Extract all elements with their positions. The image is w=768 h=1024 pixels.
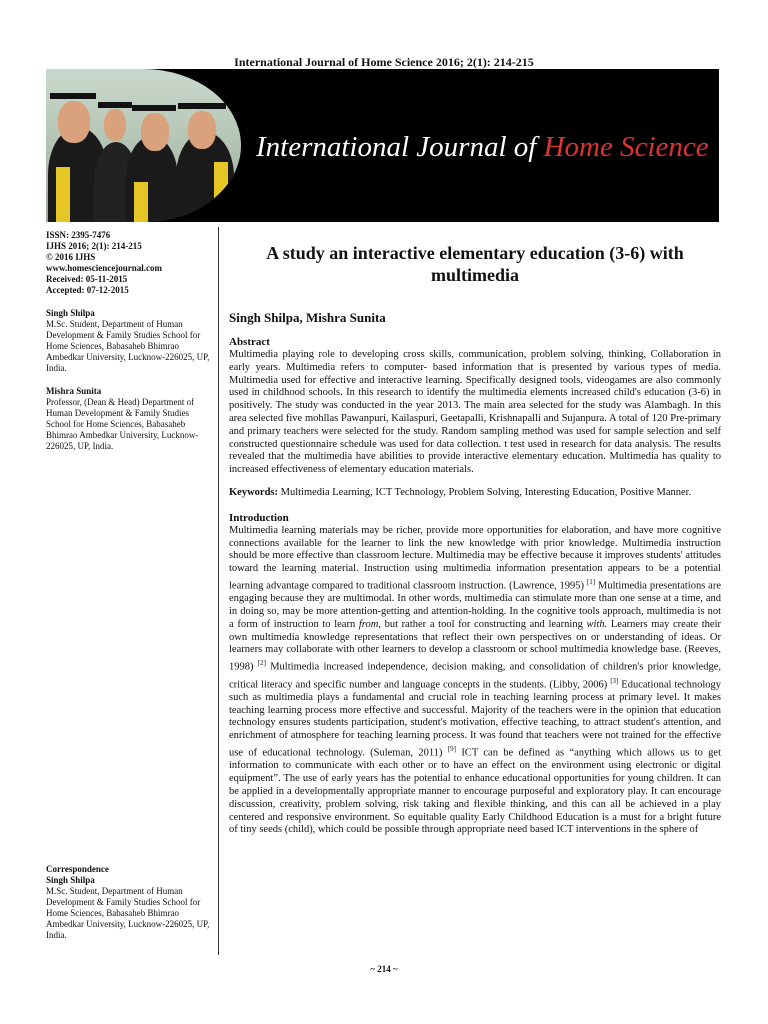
intro-emphasis: from, — [358, 618, 381, 630]
abstract-text: Multimedia playing role to developing cross skills, communication, problem solving, thinking, Collaboration in early years. Multimedia refers to computer- based information that is presented by various types of media. Multimedia used for effective and interactive learning. Specifically designed tools, videogames are also commonly used in childhood schools. In this research to identify the multimedia elements increased child's education (3-6) in positively. The study was conducted in the year 2013. The main area selected for the study was Alambagh. In this area selected five mohllas Pawanpuri, Kailaspuri, Geetapalli, Krishnapalli and Sujanpura. A total of 120 Pre-primary and primary teachers were selected for the study. Random sampling method was used for sample selection and self constructed questionnaire schedule was used for data collection. t test used in research for data analysis. The results revealed that the multimedia have abilities to provide interactive elementary education. Multimedia has quality to increased effectiveness of elementary education materials. — [229, 349, 721, 476]
graduates-photo — [46, 69, 241, 222]
banner-title — [256, 131, 709, 164]
banner-title-main: International Journal of — [256, 131, 544, 163]
main-content — [229, 242, 721, 837]
website-link[interactable]: www.homesciencejournal.com — [46, 263, 162, 273]
author-info — [46, 386, 214, 452]
citation-ref[interactable]: [3] — [610, 676, 619, 685]
ijhs-citation: IJHS 2016; 2(1): 214-215 — [46, 241, 142, 251]
intro-emphasis: with. — [586, 618, 608, 630]
correspondence-name: Singh Shilpa — [46, 875, 95, 885]
introduction-text — [229, 525, 721, 837]
paper-title: A study an interactive elementary education (3-6) with multimedia — [266, 243, 684, 285]
citation-ref[interactable]: [1] — [586, 577, 596, 586]
author-info — [46, 308, 214, 374]
correspondence-affiliation: M.Sc. Student, Department of Human Development & Family Studies School for Home Sciences, Babasaheb Bhimrao Ambedkar University, Lucknow-226025, UP, India. — [46, 886, 210, 940]
accepted-date: Accepted: 07-12-2015 — [46, 285, 129, 295]
page-number: ~ 214 ~ — [370, 964, 398, 974]
author-name: Mishra Sunita — [46, 386, 102, 396]
correspondence-block — [46, 864, 214, 941]
keywords — [229, 487, 721, 500]
introduction-heading: Introduction — [229, 511, 289, 524]
left-sidebar — [46, 230, 214, 452]
paper-authors: Singh Shilpa, Mishra Sunita — [229, 310, 386, 325]
received-date: Received: 05-11-2015 — [46, 274, 128, 284]
keywords-label: Keywords: — [229, 486, 278, 498]
keywords-text: Multimedia Learning, ICT Technology, Problem Solving, Interesting Education, Positive Manner. — [280, 486, 692, 498]
citation-ref[interactable]: [9] — [447, 745, 456, 754]
citation-ref[interactable]: [2] — [257, 659, 266, 668]
author-name: Singh Shilpa — [46, 308, 95, 318]
column-divider — [218, 227, 219, 955]
author-affiliation: M.Sc. Student, Department of Human Development & Family Studies School for Home Sciences, Babasaheb Bhimrao Ambedkar University, Lucknow-226025, UP, India. — [46, 319, 210, 373]
issn: ISSN: 2395-7476 — [46, 230, 111, 240]
intro-segment: but rather a tool for constructing and learning — [380, 618, 587, 630]
abstract-heading: Abstract — [229, 336, 270, 348]
journal-banner — [46, 69, 719, 222]
intro-segment: Educational technology such as multimedia plays a fundamental and crucial role in teaching learning process at primary level. It makes teaching learning process more effective and successful. Majority of the teachers were in the opinion that education technology ensures students participation, student's motivation, effective teaching, to attract student's attention, and enrichment of atmosphere for teaching learning process. It was found that teachers were not trained for the effective use of educational technology. (Suleman, 2011) — [229, 679, 722, 759]
banner-title-accent: Home Science — [543, 131, 709, 163]
author-affiliation: Professor, (Dean & Head) Department of Human Development & Family Studies School for Home Sciences, Babasaheb Bhimrao Ambedkar University, Lucknow-226025, UP, India. — [46, 397, 199, 451]
intro-segment: Learners may create their own multimedia knowledge representations that reflect their own perspectives on or understanding of ideas. Or learners may collaborate with other learners to develop a classroom or school multimedia knowledge base. (Reeves, 1998) — [229, 618, 721, 673]
article-meta — [46, 230, 214, 296]
correspondence-label: Correspondence — [46, 864, 109, 874]
intro-segment: Multimedia increased independence, decision making, and consolidation of children's prior knowledge, critical literacy and specific number and language concepts in the students. (Libby, 2006) — [229, 661, 722, 691]
journal-header: International Journal of Home Science 2016; 2(1): 214-215 — [234, 55, 534, 69]
intro-segment: ICT can be defined as “anything which allows us to get information to communicate with each other or to have an effect on the environment using electronic or digital equipment”. The use of early years has the potential to enhance educational opportunities for young children. It can be applied in a developmentally appropriate manner to encourage purposeful and exploratory play. It can encourage discussion, creativity, problem solving, risk taking and flexible thinking, and this can all be achieved in a play centered and responsive environment. So equitable quality Early Childhood Education is a must for a bright future of tiny seeds (child), which could be possible through appropriate need based ICT interventions in the sphere of — [229, 747, 722, 836]
copyright: © 2016 IJHS — [46, 252, 96, 262]
intro-segment: Multimedia presentations are engaging because they are multimodal. In other words, multimedia can stimulate more than one sense at a time, and in doing so, may be more attention-getting and attention-holding. In the cognitive tools approach, multimedia is not a form of instruction to learn — [229, 580, 721, 630]
intro-segment: Multimedia learning materials may be richer, provide more opportunities for elaboration, and have more cognitive connections available for the learner to link the new knowledge with prior knowledge. Multimedia instruction should be more effective than classroom lecture. Multimedia may be effective because it improves students' attitudes toward the learning material. Instruction using multimedia information presentation appears to be a potential learning advantage compared to traditional classroom instruction. (Lawrence, 1995) — [229, 524, 721, 592]
